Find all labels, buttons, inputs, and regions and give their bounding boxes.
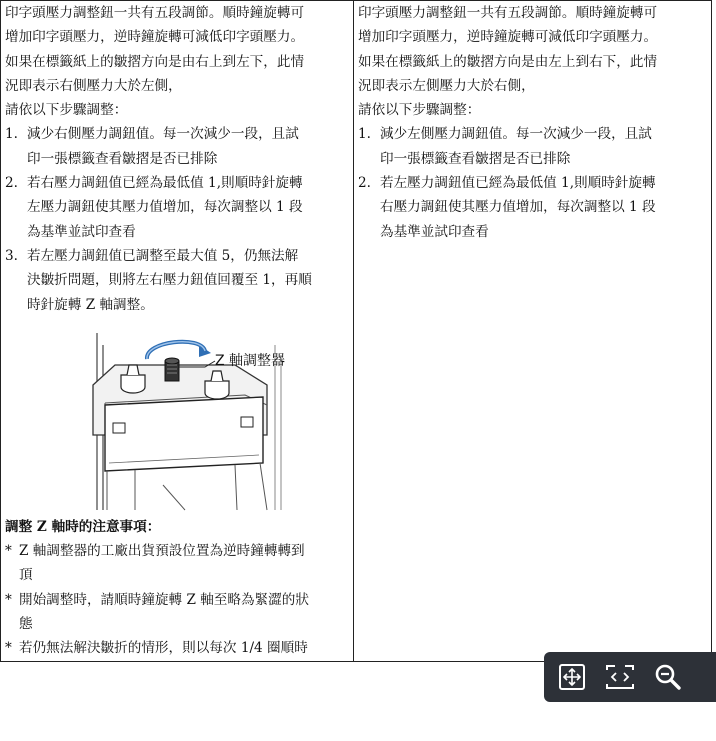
note-bullet: * <box>5 591 12 608</box>
step-number: 1. <box>358 126 371 143</box>
left-step-1 <box>5 122 353 171</box>
step-line: 右壓力調鈕使其壓力值增加，每次調整以 1 段 <box>380 199 656 216</box>
right-intro-line: 請依以下步驟調整： <box>358 102 481 119</box>
step-number: 2. <box>358 175 371 192</box>
note-item <box>5 539 353 588</box>
zoom-out-button[interactable] <box>648 659 688 695</box>
right-step-1 <box>358 122 711 171</box>
right-intro-line: 如果在標籤紙上的皺摺方向是由左上到右下，此情 <box>358 53 658 70</box>
step-line: 為基準並試印查看 <box>380 223 489 240</box>
step-number: 1. <box>5 126 18 143</box>
note-bullet: * <box>5 640 12 657</box>
note-item <box>5 588 353 637</box>
right-intro-line: 增加印字頭壓力，逆時鐘旋轉可減低印字頭壓力。 <box>358 29 658 46</box>
step-number: 2. <box>5 175 18 192</box>
step-line: 若右壓力調鈕值已經為最低值 1,則順時針旋轉 <box>27 175 303 192</box>
step-line: 時針旋轉 Z 軸調整。 <box>27 296 154 313</box>
fit-page-icon <box>557 662 587 692</box>
step-line: 減少左側壓力調鈕值。每一次減少一段，且試 <box>380 126 652 143</box>
left-column <box>1 1 354 662</box>
left-intro-line: 請依以下步驟調整： <box>5 102 128 119</box>
right-intro-line: 印字頭壓力調整鈕一共有五段調節。順時鐘旋轉可 <box>358 5 658 21</box>
fit-width-button[interactable] <box>600 659 640 695</box>
left-step-3 <box>5 244 353 317</box>
note-line: 頂 <box>19 567 33 584</box>
left-step-2 <box>5 171 353 244</box>
step-line: 印一張標籤查看皺摺是否已排除 <box>27 150 218 167</box>
right-column <box>354 1 712 662</box>
step-number: 3. <box>5 247 18 264</box>
z-axis-adjuster-figure <box>5 325 353 515</box>
step-line: 左壓力調鈕使其壓力值增加，每次調整以 1 段 <box>27 199 303 216</box>
note-bullet: * <box>5 543 12 560</box>
viewer-toolbar <box>544 652 716 702</box>
right-step-2 <box>358 171 711 244</box>
fit-page-button[interactable] <box>552 659 592 695</box>
page-bottom-margin <box>0 712 716 741</box>
note-item <box>5 636 353 660</box>
note-line: 態 <box>19 616 33 633</box>
left-intro-line: 印字頭壓力調整鈕一共有五段調節。順時鐘旋轉可 <box>5 5 305 21</box>
left-intro-line: 況即表示右側壓力大於左側， <box>5 77 182 94</box>
step-line: 減少右側壓力調鈕值。每一次減少一段，且試 <box>27 126 299 143</box>
note-line: Z 軸調整器的工廠出貨預設位置為逆時鐘轉轉到 <box>19 543 305 560</box>
fit-width-icon <box>603 662 637 692</box>
notes-title: 調整 Z 軸時的注意事項： <box>5 518 161 535</box>
left-intro-line: 增加印字頭壓力，逆時鐘旋轉可減低印字頭壓力。 <box>5 29 305 46</box>
step-line: 決皺折問題，則將左右壓力鈕值回覆至 1，再順 <box>27 272 312 289</box>
printer-mechanism-illustration <box>5 325 345 515</box>
step-line: 若左壓力調鈕值已經為最低值 1,則順時針旋轉 <box>380 175 656 192</box>
left-intro-line: 如果在標籤紙上的皺摺方向是由右上到左下，此情 <box>5 53 305 70</box>
step-line: 為基準並試印查看 <box>27 223 136 240</box>
note-line: 若仍無法解決皺折的情形，則以每次 1/4 圈順時 <box>19 640 308 657</box>
step-line: 印一張標籤查看皺摺是否已排除 <box>380 150 571 167</box>
zoom-out-icon <box>653 662 683 692</box>
z-axis-adjuster-label: Z 軸調整器 <box>215 352 286 369</box>
step-line: 若左壓力調鈕值已調整至最大值 5，仍無法解 <box>27 247 299 264</box>
right-intro-line: 況即表示左側壓力大於右側， <box>358 77 535 94</box>
note-line: 開始調整時，請順時鐘旋轉 Z 軸至略為緊澀的狀 <box>19 591 309 608</box>
